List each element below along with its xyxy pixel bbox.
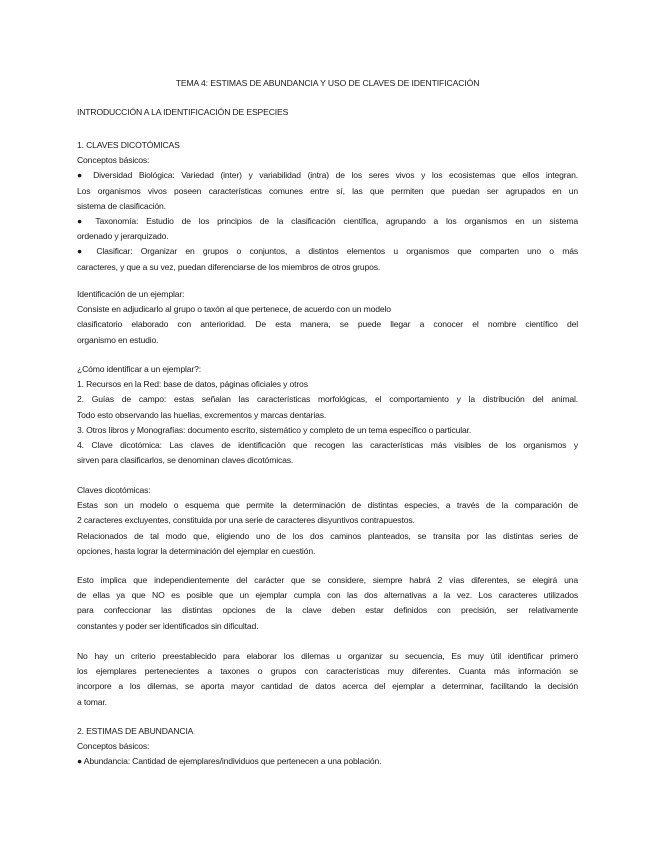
- paragraph-criterio: [77, 649, 578, 710]
- paragraph-line: opciones, hasta lograr la determinación del ejemplar en cuestión.: [77, 545, 316, 556]
- list-item: 2. Guías de campo: estas señalan las características morfológicas, el comportamiento y la distribución del animal.: [77, 394, 578, 405]
- identificacion-section: [77, 287, 578, 348]
- list-item: ● Abundancia: Cantidad de ejemplares/individuos que pertenecen a una población.: [77, 756, 382, 767]
- document-title: TEMA 4: ESTIMAS DE ABUNDANCIA Y USO DE CLAVES DE IDENTIFICACIÓN: [175, 78, 480, 88]
- intro-section: [77, 105, 578, 120]
- section-2-heading: 2. ESTIMAS DE ABUNDANCIA: [77, 726, 194, 736]
- paragraph-line: los ejemplares pertenecientes a taxones o grupos con características muy diferentes. Cuanta más información se: [77, 666, 578, 677]
- paragraph-line: Los organismos vivos poseen características comunes entre sí, las que permiten que puedan ser agrupados en un: [77, 185, 578, 196]
- paragraph-line: para confeccionar las distintas opciones de la clave deben estar definidos con precisión, ser relativamente: [77, 605, 578, 616]
- paragraph-implica: [77, 573, 578, 634]
- paragraph-line: ● Taxonomía: Estudio de los principios de la clasificación científica, agrupando a los organismos en un sistema: [77, 215, 578, 226]
- list-item: 1. Recursos en la Red: base de datos, páginas oficiales y otros: [77, 379, 308, 390]
- section-estimas-abundancia: [77, 724, 578, 770]
- paragraph-line: constantes y poder ser identificados sin dificultad.: [77, 620, 259, 631]
- paragraph-line: a tomar.: [77, 696, 107, 707]
- claves-section: [77, 483, 578, 559]
- paragraph-line: ordenado y jerarquizado.: [77, 231, 169, 242]
- identificacion-heading: Identificación de un ejemplar:: [77, 289, 185, 299]
- paragraph-line: ● Clasificar: Organizar en grupos o conjuntos, a distintos elementos u organismos que comparten uno o más: [77, 246, 578, 257]
- paragraph-line: sirven para clasificarlos, se denominan claves dicotómicas.: [77, 455, 294, 466]
- section-1-heading: 1. CLAVES DICOTÓMICAS: [77, 140, 180, 150]
- paragraph-line: No hay un criterio preestablecido para elaborar los dilemas u organizar su secuencia, Es muy útil identificar primero: [77, 651, 578, 661]
- paragraph-line: Consiste en adjudicarlo al grupo o taxón al que pertenece, de acuerdo con un modelo: [77, 304, 391, 315]
- list-item: 3. Otros libros y Monografías: documento escrito, sistemático y completo de un tema específico o particular.: [77, 424, 472, 435]
- paragraph-line: organismo en estudio.: [77, 334, 159, 345]
- claves-heading: Claves dicotómicas:: [77, 485, 151, 495]
- section-2-subheading: Conceptos básicos:: [77, 741, 150, 752]
- como-identificar-section: [77, 362, 578, 468]
- como-identificar-heading: ¿Cómo identificar a un ejemplar?:: [77, 364, 202, 374]
- paragraph-line: Esto implica que independientemente del carácter que se considere, siempre habrá 2 vías diferentes, se elegirá una: [77, 575, 578, 585]
- paragraph-line: Estas son un modelo o esquema que permite la determinación de distintas especies, a través de la comparación de: [77, 500, 578, 511]
- paragraph-line: Relacionados de tal modo que, eligiendo uno de los dos caminos planteados, se transita por las distintas series de: [77, 530, 578, 541]
- paragraph-line: de ellas ya que NO es posible que un ejemplar cumpla con las dos alternativas a la vez. Los caracteres utilizados: [77, 590, 578, 601]
- paragraph-line: clasificatorio elaborado con anterioridad. De esta manera, se puede llegar a conocer el nombre científico del: [77, 319, 578, 330]
- paragraph-line: caracteres, y que a su vez, puedan diferenciarse de los miembros de otros grupos.: [77, 261, 381, 272]
- section-claves-dicotomicas: [77, 138, 578, 275]
- paragraph-line: incorpore a los dilemas, se aporta mayor cantidad de datos acerca del ejemplar a determinar, facilitando la decisión: [77, 681, 578, 692]
- paragraph-line: ● Diversidad Biológica: Variedad (inter) y variabilidad (intra) de los seres vivos y los ecosistemas que ellos integran.: [77, 170, 578, 181]
- section-1-subheading: Conceptos básicos:: [77, 155, 150, 166]
- list-item: 4. Clave dicotómica: Las claves de identificación que recogen las características más visibles de los organismos y: [77, 439, 578, 450]
- paragraph-line: Todo esto observando las huellas, excrementos y marcas dentarias.: [77, 409, 327, 420]
- paragraph-line: 2 caracteres excluyentes, constituida por una serie de caracteres disyuntivos contrapuestos.: [77, 515, 415, 526]
- intro-heading: INTRODUCCIÓN A LA IDENTIFICACIÓN DE ESPECIES: [77, 107, 289, 117]
- paragraph-line: sistema de clasificación.: [77, 200, 166, 211]
